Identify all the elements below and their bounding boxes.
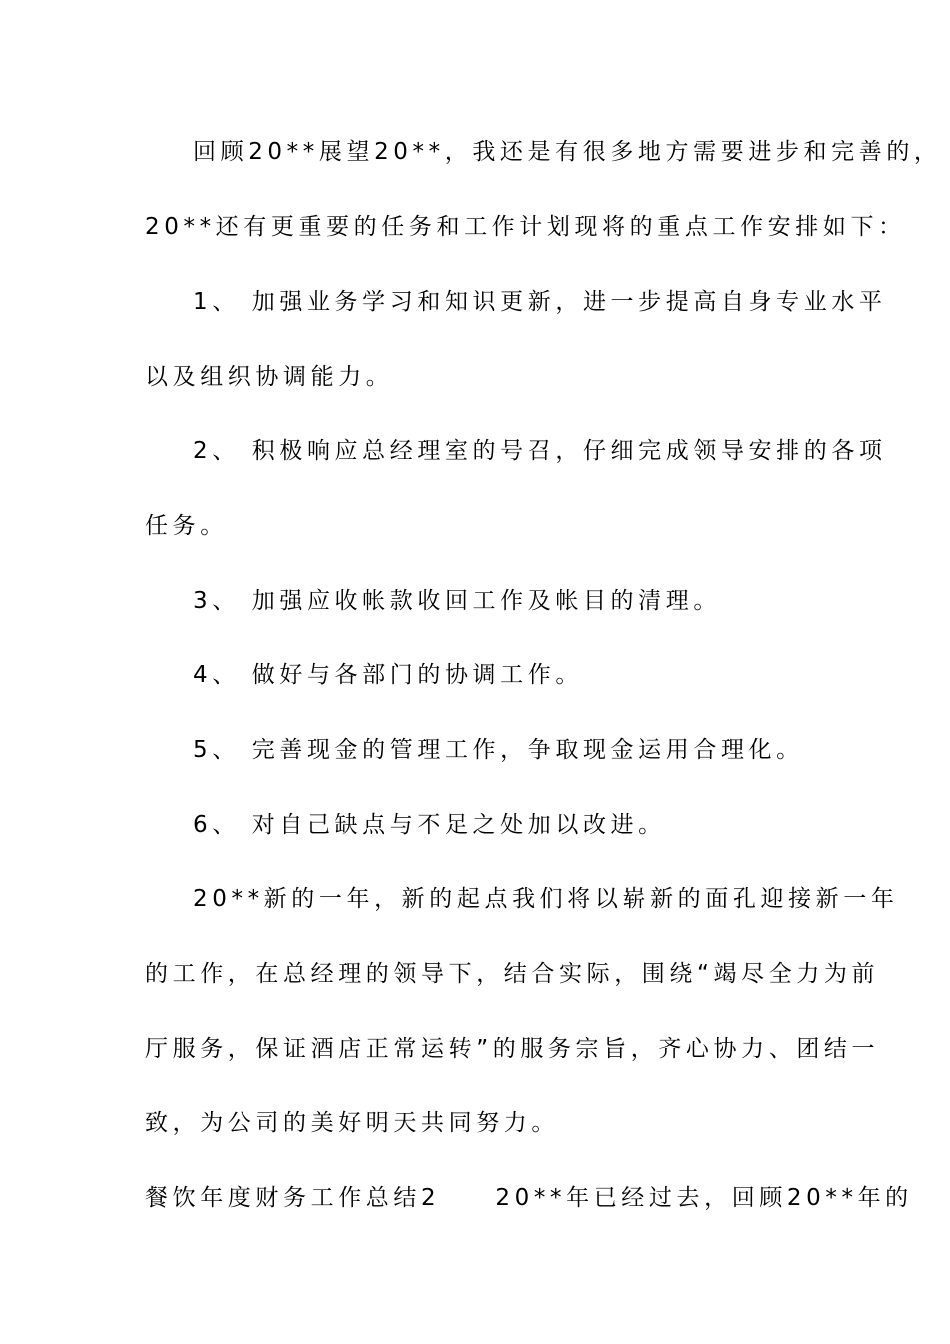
list-item-2-line-2: 任务。 (145, 513, 228, 539)
list-item-5: 5、 完善现金的管理工作，争取现金运用合理化。 (193, 737, 804, 763)
paragraph-new-year-line-1: 20**新的一年，新的起点我们将以崭新的面孔迎接新一年 (193, 886, 899, 912)
list-item-1-line-2: 以及组织协调能力。 (145, 364, 394, 390)
paragraph-review-line-2: 20**还有更重要的任务和工作计划现将的重点工作安排如下： (145, 214, 906, 240)
paragraph-new-year-line-2: 的工作，在总经理的领导下，结合实际，围绕“竭尽全力为前 (145, 961, 880, 987)
section-heading-summary-2: 餐饮年度财务工作总结2 20**年已经过去，回顾20**年的 (145, 1185, 913, 1211)
paragraph-new-year-line-4: 致，为公司的美好明天共同努力。 (145, 1110, 559, 1136)
list-item-3: 3、 加强应收帐款收回工作及帐目的清理。 (193, 588, 721, 614)
paragraph-new-year-line-3: 厅服务，保证酒店正常运转”的服务宗旨，齐心协力、团结一 (145, 1036, 880, 1062)
list-item-4: 4、 做好与各部门的协调工作。 (193, 662, 583, 688)
list-item-6: 6、 对自己缺点与不足之处加以改进。 (193, 812, 666, 838)
list-item-2-line-1: 2、 积极响应总经理室的号召，仔细完成领导安排的各项 (193, 438, 887, 464)
list-item-1-line-1: 1、 加强业务学习和知识更新，进一步提高自身专业水平 (193, 289, 887, 315)
paragraph-review-line-1: 回顾20**展望20**，我还是有很多地方需要进步和完善的， (193, 139, 942, 165)
